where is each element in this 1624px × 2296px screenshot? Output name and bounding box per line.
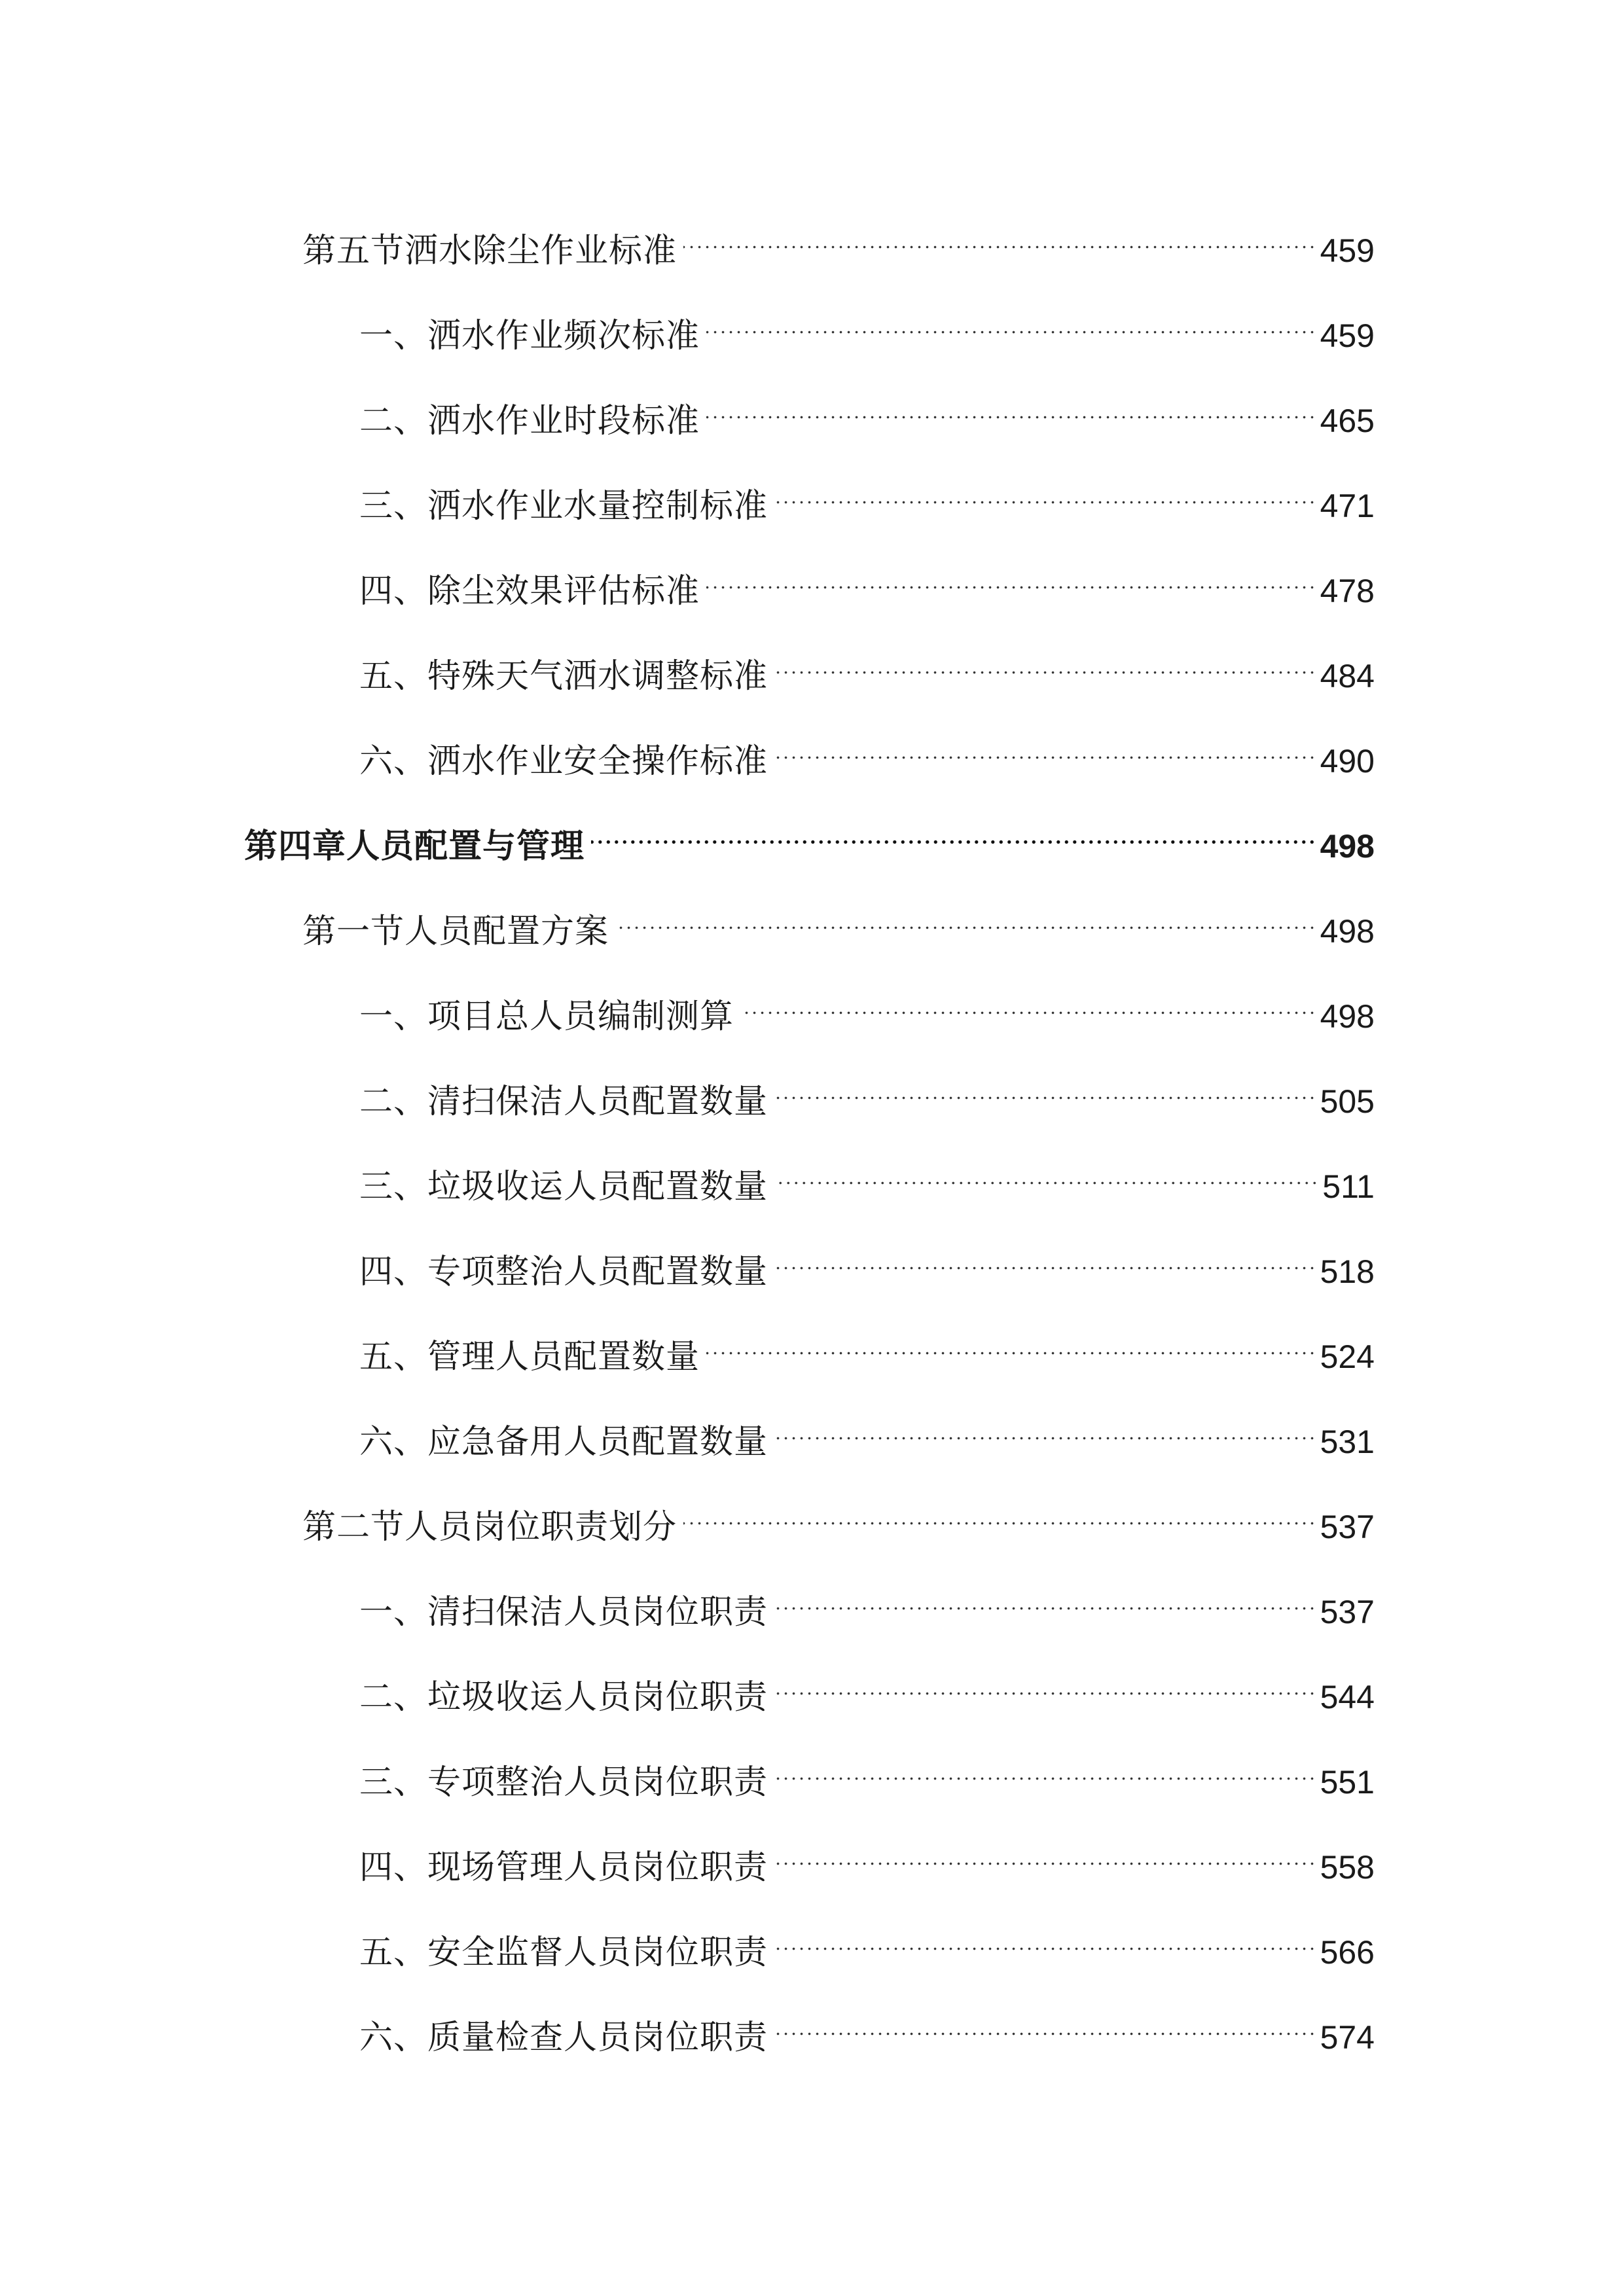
toc-page-number: 574 [1320,2019,1375,2056]
toc-section-entry[interactable] [302,1492,1375,1547]
toc-page-number: 465 [1320,403,1375,439]
toc-entry-title: 五、管理人员配置数量 [359,1338,700,1376]
toc-item-entry[interactable] [359,1577,1375,1632]
toc-chapter-entry[interactable] [244,812,1375,866]
toc-entry-title: 第一节人员配置方案 [302,912,609,951]
dot-leader [683,1492,1316,1538]
dot-leader [706,556,1316,602]
toc-entry-title: 一、项目总人员编制测算 [359,997,734,1036]
toc-entry-title: 五、特殊天气洒水调整标准 [359,657,768,696]
dot-leader [774,471,1316,517]
toc-page-number: 518 [1320,1253,1375,1290]
toc-page-number: 524 [1320,1338,1375,1375]
toc-entry-title: 六、质量检查人员岗位职责 [359,2018,768,2057]
toc-entry-title: 四、除尘效果评估标准 [359,572,700,611]
toc-item-entry[interactable] [359,301,1375,355]
dot-leader [774,641,1316,687]
toc-entry-title: 二、洒水作业时段标准 [359,402,700,440]
dot-leader [774,1152,1318,1198]
toc-entry-title: 第四章人员配置与管理 [244,827,585,866]
toc-page-number: 537 [1320,1509,1375,1545]
toc-entry-title: 三、垃圾收运人员配置数量 [359,1168,768,1206]
dot-leader [591,812,1316,857]
toc-entry-title: 六、应急备用人员配置数量 [359,1423,768,1462]
dot-leader [774,1067,1316,1113]
toc-entry-title: 四、专项整治人员配置数量 [359,1253,768,1291]
toc-page-number: 471 [1320,488,1375,524]
dot-leader [774,1237,1316,1283]
toc-entry-title: 第二节人员岗位职责划分 [302,1508,677,1547]
toc-item-entry[interactable] [359,726,1375,781]
toc-entry-title: 一、清扫保洁人员岗位职责 [359,1593,768,1632]
dot-leader [774,1577,1316,1623]
toc-page-number: 505 [1320,1083,1375,1120]
toc-item-entry[interactable] [359,1067,1375,1121]
toc-entry-title: 三、洒水作业水量控制标准 [359,487,768,526]
toc-page-number: 498 [1320,828,1375,865]
dot-leader [774,1918,1316,1964]
toc-page-number: 531 [1320,1424,1375,1460]
toc-entry-title: 二、垃圾收运人员岗位职责 [359,1678,768,1717]
toc-entry-title: 五、安全监督人员岗位职责 [359,1933,768,1972]
toc-page-number: 551 [1320,1764,1375,1801]
toc-page-number: 566 [1320,1934,1375,1971]
dot-leader [706,386,1316,432]
toc-page-number: 484 [1320,658,1375,694]
dot-leader [683,216,1316,262]
toc-entry-title: 六、洒水作业安全操作标准 [359,742,768,781]
toc-page-number: 558 [1320,1849,1375,1886]
dot-leader [615,897,1316,942]
toc-section-entry[interactable] [302,897,1375,951]
toc-item-entry[interactable] [359,1152,1375,1206]
toc-entry-title: 第五节洒水除尘作业标准 [302,232,677,270]
toc-item-entry[interactable] [359,1662,1375,1717]
toc-item-entry[interactable] [359,471,1375,526]
toc-item-entry[interactable] [359,641,1375,696]
toc-item-entry[interactable] [359,2003,1375,2057]
toc-item-entry[interactable] [359,1833,1375,1887]
dot-leader [774,1748,1316,1793]
dot-leader [706,1322,1316,1368]
toc-page-number: 511 [1322,1168,1375,1205]
toc-item-entry[interactable] [359,1322,1375,1376]
toc-page-number: 459 [1320,232,1375,269]
toc-entry-title: 一、洒水作业频次标准 [359,317,700,355]
toc-page-number: 498 [1320,998,1375,1035]
toc-entry-title: 二、清扫保洁人员配置数量 [359,1083,768,1121]
dot-leader [774,1407,1316,1453]
dot-leader [774,2003,1316,2049]
toc-page-number: 537 [1320,1594,1375,1630]
toc-item-entry[interactable] [359,982,1375,1036]
toc-entry-title: 四、现场管理人员岗位职责 [359,1848,768,1887]
toc-item-entry[interactable] [359,386,1375,440]
toc-page-number: 544 [1320,1679,1375,1715]
toc-page-number: 459 [1320,317,1375,354]
dot-leader [740,982,1316,1028]
toc-entry-title: 三、专项整治人员岗位职责 [359,1763,768,1802]
dot-leader [774,726,1316,772]
dot-leader [706,301,1316,347]
toc-page-number: 478 [1320,573,1375,609]
dot-leader [774,1833,1316,1878]
toc-item-entry[interactable] [359,556,1375,611]
dot-leader [774,1662,1316,1708]
toc-item-entry[interactable] [359,1237,1375,1291]
toc-item-entry[interactable] [359,1748,1375,1802]
toc-page-number: 498 [1320,913,1375,950]
toc-section-entry[interactable] [302,216,1375,270]
toc-item-entry[interactable] [359,1918,1375,1972]
toc-page-number: 490 [1320,743,1375,780]
toc-item-entry[interactable] [359,1407,1375,1462]
